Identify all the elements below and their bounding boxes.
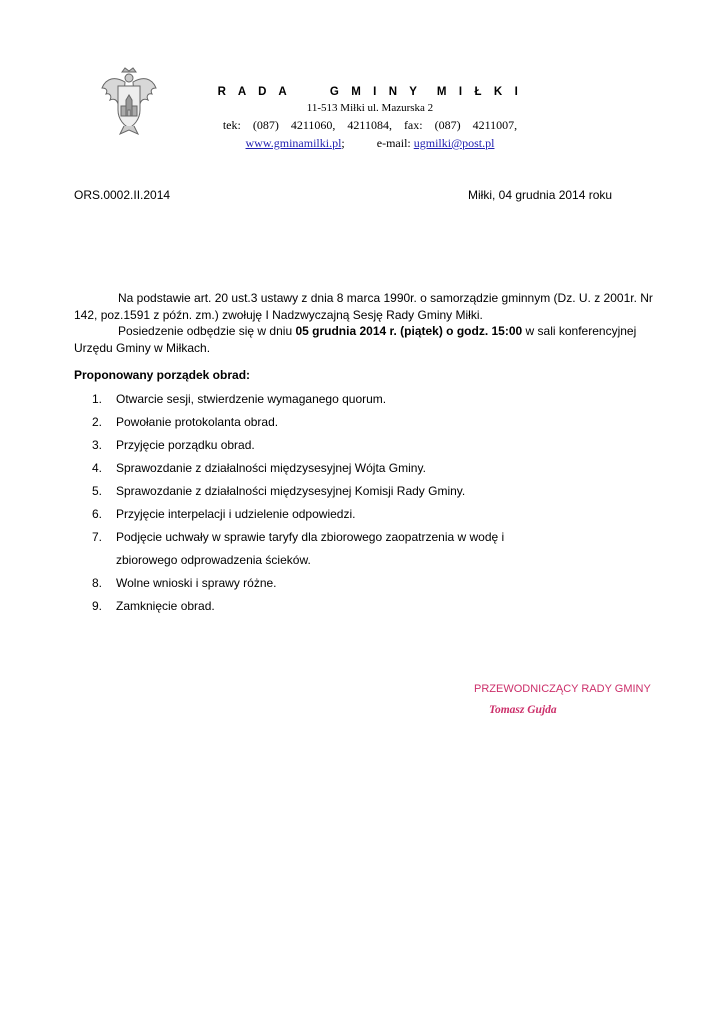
agenda-item-number: 9. xyxy=(92,599,103,613)
agenda-item-text-continued: zbiorowego odprowadzenia ścieków. xyxy=(116,553,311,567)
document-reference: ORS.0002.II.2014 xyxy=(74,188,171,202)
website-separator: ; xyxy=(341,136,345,150)
signature-title: PRZEWODNICZĄCY RADY GMINY xyxy=(474,683,651,695)
signature-name: Tomasz Gujda xyxy=(489,704,557,716)
agenda-item-text: Powołanie protokolanta obrad. xyxy=(116,415,279,429)
agenda-list xyxy=(74,388,634,618)
email-label: e-mail: xyxy=(376,136,411,150)
meeting-datetime: 05 grudnia 2014 r. (piątek) o godz. 15:00 xyxy=(295,324,523,338)
council-address: 11-513 Miłki ul. Mazurska 2 xyxy=(306,102,434,114)
agenda-item xyxy=(74,572,634,595)
meeting-location: w sali konferencyjnej Urzędu Gminy w Miłkach. xyxy=(74,324,637,355)
council-contact-links xyxy=(180,136,560,151)
agenda-item-text: Sprawozdanie z działalności międzysesyjnej Komisji Rady Gminy. xyxy=(116,484,466,498)
council-phones: tek: (087) 4211060, 4211084, fax: (087) 4211007, xyxy=(222,118,518,132)
agenda-item-text: Otwarcie sesji, stwierdzenie wymaganego quorum. xyxy=(116,392,387,406)
body-paragraph-legal-basis: Na podstawie art. 20 ust.3 ustawy z dnia 8 marca 1990r. o samorządzie gminnym (Dz. U. z 2001r. Nr 142, poz.1591 z późn. zm.) zwołuję I Nadzwyczajną Sesję Rady Gminy Miłki. xyxy=(74,291,653,322)
agenda-item-number: 8. xyxy=(92,576,103,590)
agenda-item-number: 7. xyxy=(92,530,103,544)
meeting-intro: Posiedzenie odbędzie się w dniu xyxy=(118,324,296,338)
agenda-item-text: Przyjęcie porządku obrad. xyxy=(116,438,255,452)
agenda-item xyxy=(74,503,634,526)
agenda-item xyxy=(74,480,634,503)
agenda-item-text: Zamknięcie obrad. xyxy=(116,599,215,613)
website-link[interactable]: www.gminamilki.pl xyxy=(245,136,342,150)
agenda-heading: Proponowany porządek obrad: xyxy=(74,368,251,382)
agenda-item-number: 5. xyxy=(92,484,103,498)
email-link[interactable]: ugmilki@post.pl xyxy=(413,136,495,150)
agenda-item-text: Przyjęcie interpelacji i udzielenie odpowiedzi. xyxy=(116,507,356,521)
council-title: R A D A G M I N Y M I Ł K I xyxy=(217,86,523,98)
agenda-item xyxy=(74,595,634,618)
body-paragraph-meeting xyxy=(74,323,654,356)
agenda-item-text: Podjęcie uchwały w sprawie taryfy dla zbiorowego zaopatrzenia w wodę i xyxy=(116,530,505,544)
agenda-item-number: 4. xyxy=(92,461,103,475)
agenda-item-number: 3. xyxy=(92,438,103,452)
agenda-item xyxy=(74,388,634,411)
place-and-date: Miłki, 04 grudnia 2014 roku xyxy=(468,188,613,202)
agenda-item-text: Sprawozdanie z działalności międzysesyjnej Wójta Gminy. xyxy=(116,461,426,475)
agenda-item-number: 6. xyxy=(92,507,103,521)
agenda-item-number: 2. xyxy=(92,415,103,429)
agenda-item xyxy=(74,411,634,434)
coat-of-arms-icon xyxy=(100,66,158,136)
agenda-item xyxy=(74,457,634,480)
agenda-item xyxy=(74,434,634,457)
agenda-item-number: 1. xyxy=(92,392,103,406)
letter-body xyxy=(74,290,654,356)
agenda-item xyxy=(74,526,634,572)
agenda-item-text: Wolne wnioski i sprawy różne. xyxy=(116,576,277,590)
